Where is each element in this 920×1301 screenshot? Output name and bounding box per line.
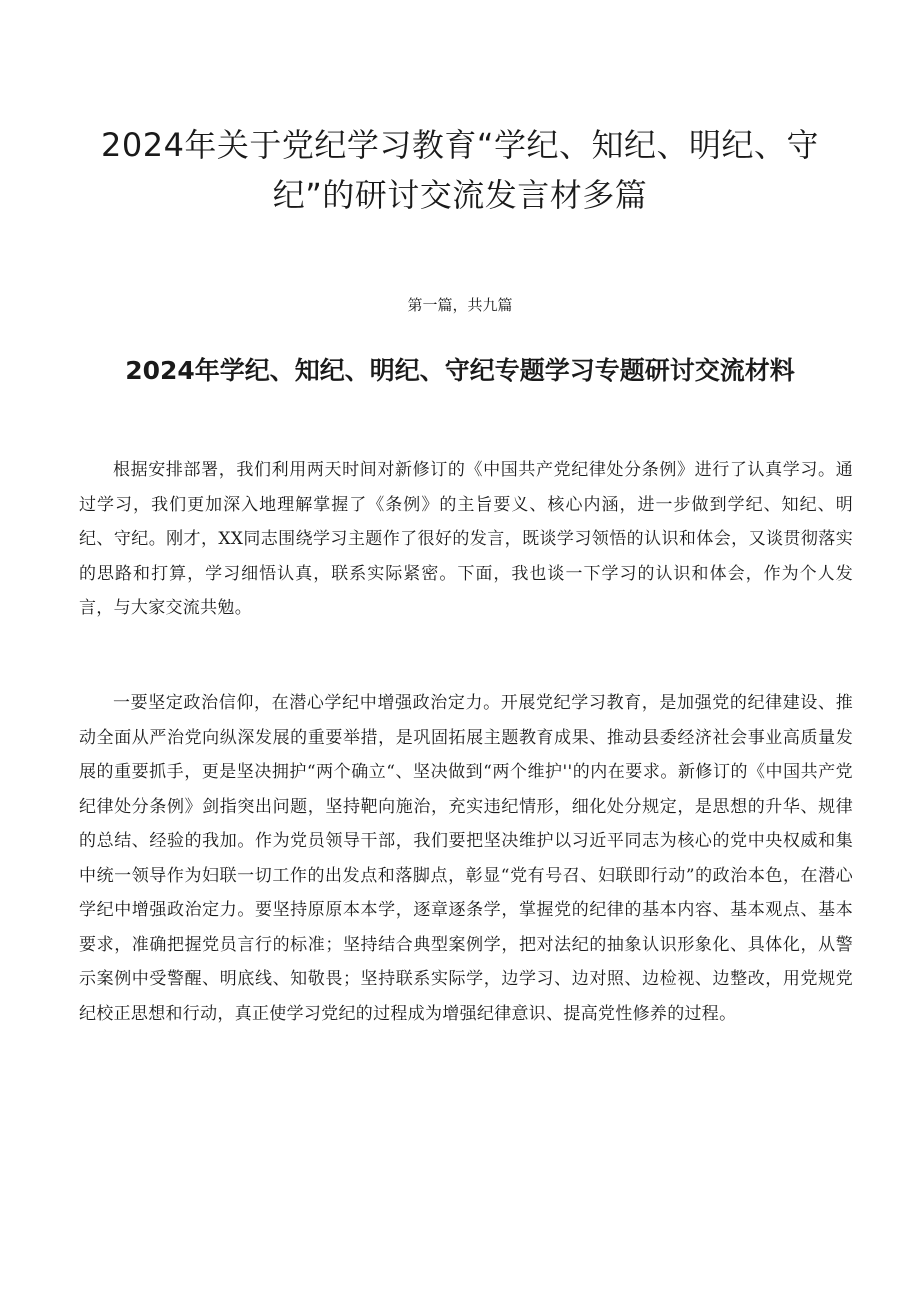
paragraph-intro: 根据安排部署，我们利用两天时间对新修订的《中国共产党纪律处分条例》进行了认真学习。通过学习，我们更加深入地理解掌握了《条例》的主旨要义、核心内涵，进一步做到学纪、知纪、明纪、守纪。刚才，XX同志围绕学习主题作了很好的发言，既谈学习领悟的认识和体会，又谈贯彻落实的思路和打算，学习细悟认真，联系实际紧密。下面，我也谈一下学习的认识和体会，作为个人发言，与大家交流共勉。 [79,460,853,618]
part-label: 第一篇，共九篇 [407,296,513,314]
paragraph-point-one: 一要坚定政治信仰，在潜心学纪中增强政治定力。开展党纪学习教育，是加强党的纪律建设、推动全面从严治党向纵深发展的重要举措，是巩固拓展主题教育成果、推动县委经济社会事业高质量发展的重要抓手，更是坚决拥护“两个确立“、坚决做到“两个维护''的内在要求。新修订的《中国共产党纪律处分条例》剑指突出问题，坚持靶向施治，充实违纪情形，细化处分规定，是思想的升华、规律的总结、经验的我加。作为党员领导干部，我们要把坚决维护以习近平同志为核心的党中央权威和集中统一领导作为妇联一切工作的出发点和落脚点，彰显“党有号召、妇联即行动”的政治本色，在潜心学纪中增强政治定力。要坚持原原本本学，逐章逐条学，掌握党的纪律的基本内容、基本观点、基本要求，准确把握党员言行的标准；坚持结合典型案例学，把对法纪的抽象认识形象化、具体化，从警示案例中受警醒、明底线、知敬畏；坚持联系实际学，边学习、边对照、边检视、边整改，用党规党纪校正思想和行动，真正使学习党纪的过程成为增强纪律意识、提高党性修养的过程。 [79,693,853,1024]
document-title: 2024年关于党纪学习教育“学纪、知纪、明纪、守纪”的研讨交流发言材多篇 [100,126,820,214]
section-title: 2024年学纪、知纪、明纪、守纪专题学习专题研讨交流材料 [125,356,795,385]
